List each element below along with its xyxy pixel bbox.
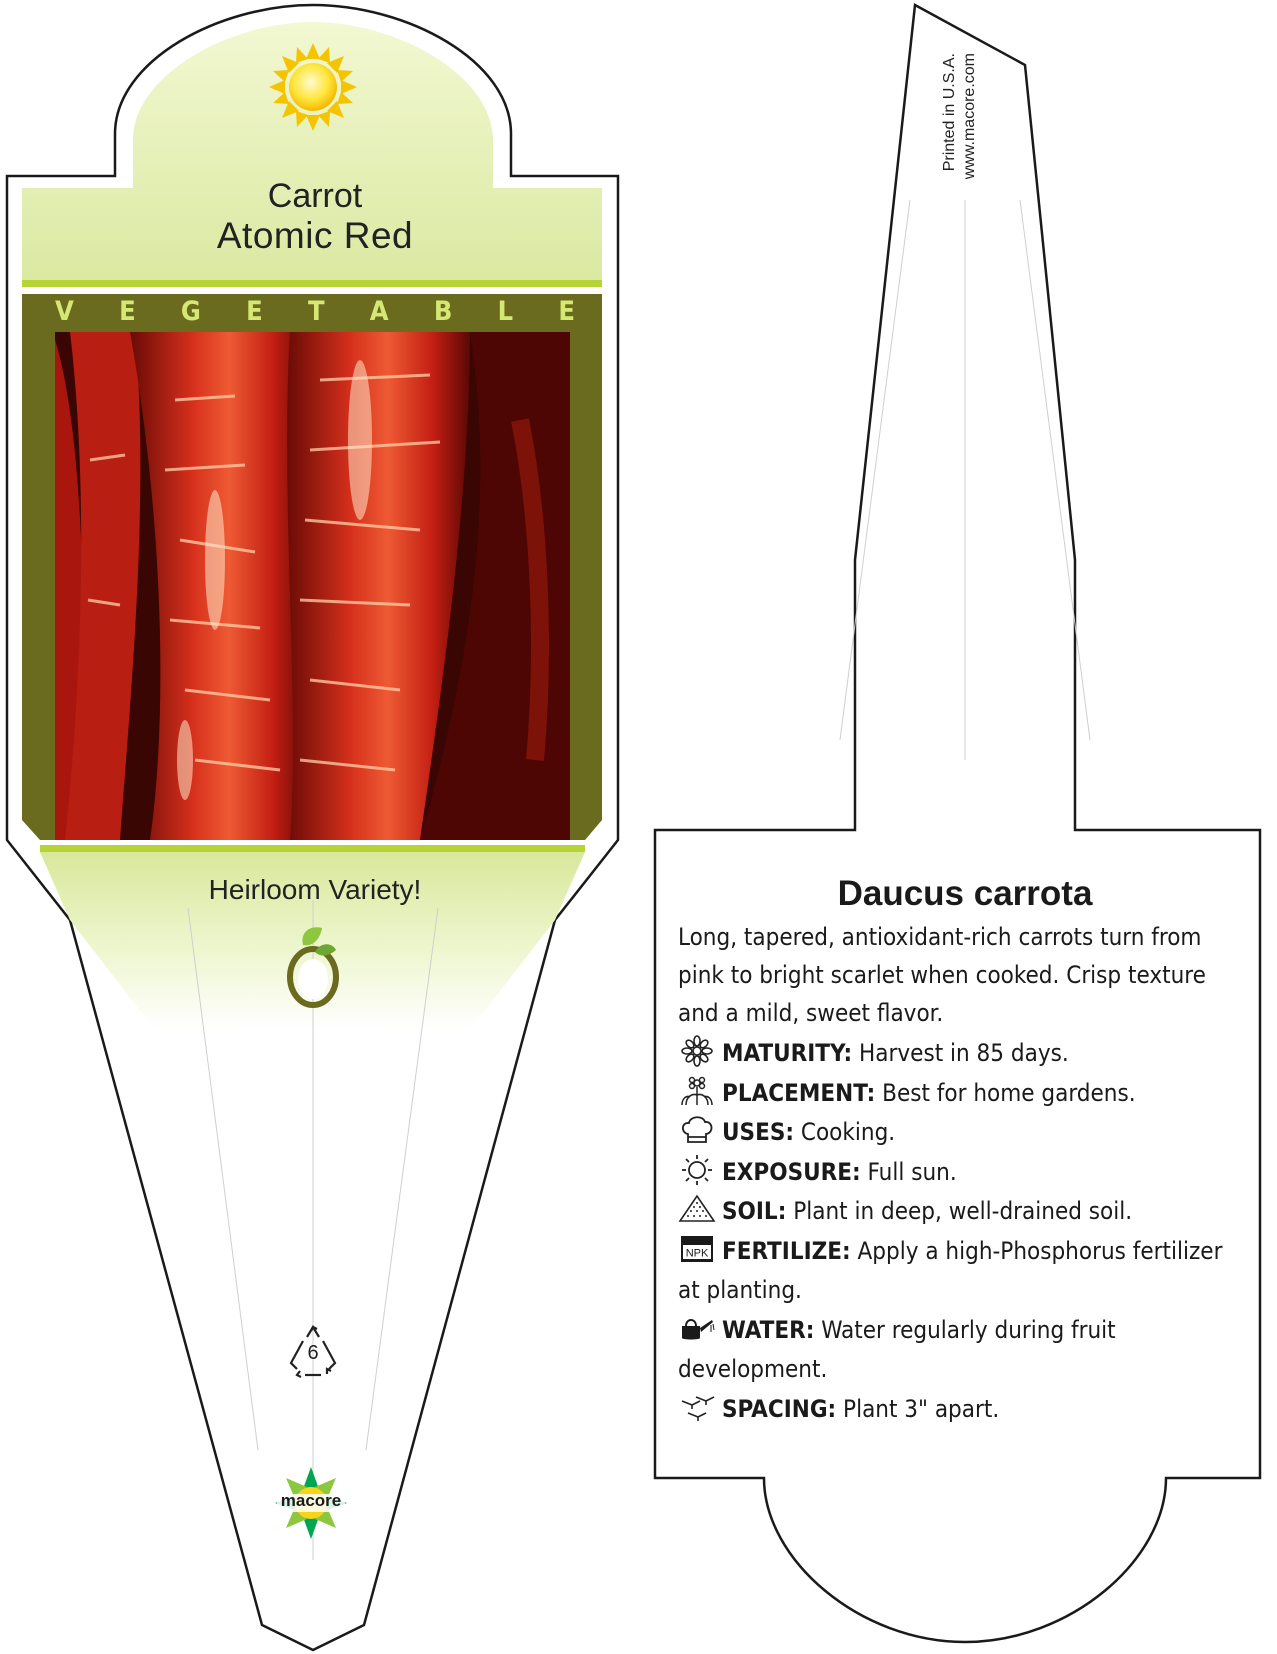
npk-label: NPK [685,1247,709,1259]
brand-name: macore [280,1491,342,1510]
detail-water [678,1311,1248,1390]
category-letter: E [558,296,575,327]
sun-outline-icon [678,1154,716,1186]
category-letter: B [433,296,453,327]
tagline: Heirloom Variety! [208,874,422,905]
detail-text: Plant 3" apart. [843,1394,1000,1423]
detail-uses [678,1113,1248,1153]
watering-can-icon [678,1312,716,1344]
detail-label: MATURITY: [722,1039,853,1067]
detail-label: USES: [722,1118,795,1146]
detail-label: SPACING: [722,1394,837,1423]
flower-icon [678,1035,716,1067]
category-letter: E [119,296,136,327]
category-letter: A [369,296,389,327]
detail-text: Apply a high-Phosphorus fertilizer at planting. [678,1236,1223,1304]
common-name: Carrot [267,177,363,215]
detail-maturity [678,1034,1248,1074]
detail-exposure [678,1153,1248,1193]
recycle-code: 6 [307,1342,319,1364]
detail-spacing [678,1390,1248,1430]
description: Long, tapered, antioxidant-rich carrots turn from pink to bright scarlet when cooked. Crisp texture and a mild, sweet flavor. [678,923,1206,1027]
sun-icon [269,43,357,131]
variety-name: Atomic Red [216,215,414,256]
category-letter: L [497,296,514,327]
category-letter: T [307,296,325,327]
detail-placement [678,1074,1248,1114]
website-url: www.macore.com [961,53,978,180]
chef-hat-icon [678,1114,716,1146]
detail-label: EXPOSURE: [722,1157,861,1186]
category-letter: E [246,296,263,327]
detail-fertilize [678,1232,1248,1311]
npk-icon [678,1233,716,1265]
detail-label: SOIL: [722,1197,787,1225]
carrot-photo [55,332,570,840]
garden-placement-icon [678,1075,716,1107]
detail-text: Cooking. [800,1118,896,1146]
category-label [55,296,575,327]
detail-text: Harvest in 85 days. [859,1039,1069,1067]
detail-text: Full sun. [867,1157,957,1186]
detail-soil [678,1192,1248,1232]
spacing-arrows-icon [678,1391,716,1423]
category-letter: G [180,296,201,327]
detail-text: Best for home gardens. [882,1078,1136,1107]
botanical-name: Daucus carrota [837,874,1093,913]
soil-pile-icon [678,1193,716,1225]
growing-info [678,918,1248,1429]
detail-text: Plant in deep, well-drained soil. [793,1197,1133,1225]
detail-label: PLACEMENT: [722,1078,876,1107]
detail-text: Water regularly during fruit development. [678,1315,1116,1383]
detail-label: WATER: [722,1315,815,1344]
detail-label: FERTILIZE: [722,1236,851,1265]
printed-country: Printed in U.S.A. [941,53,958,172]
category-letter: V [55,296,74,327]
printed-info [940,53,980,213]
